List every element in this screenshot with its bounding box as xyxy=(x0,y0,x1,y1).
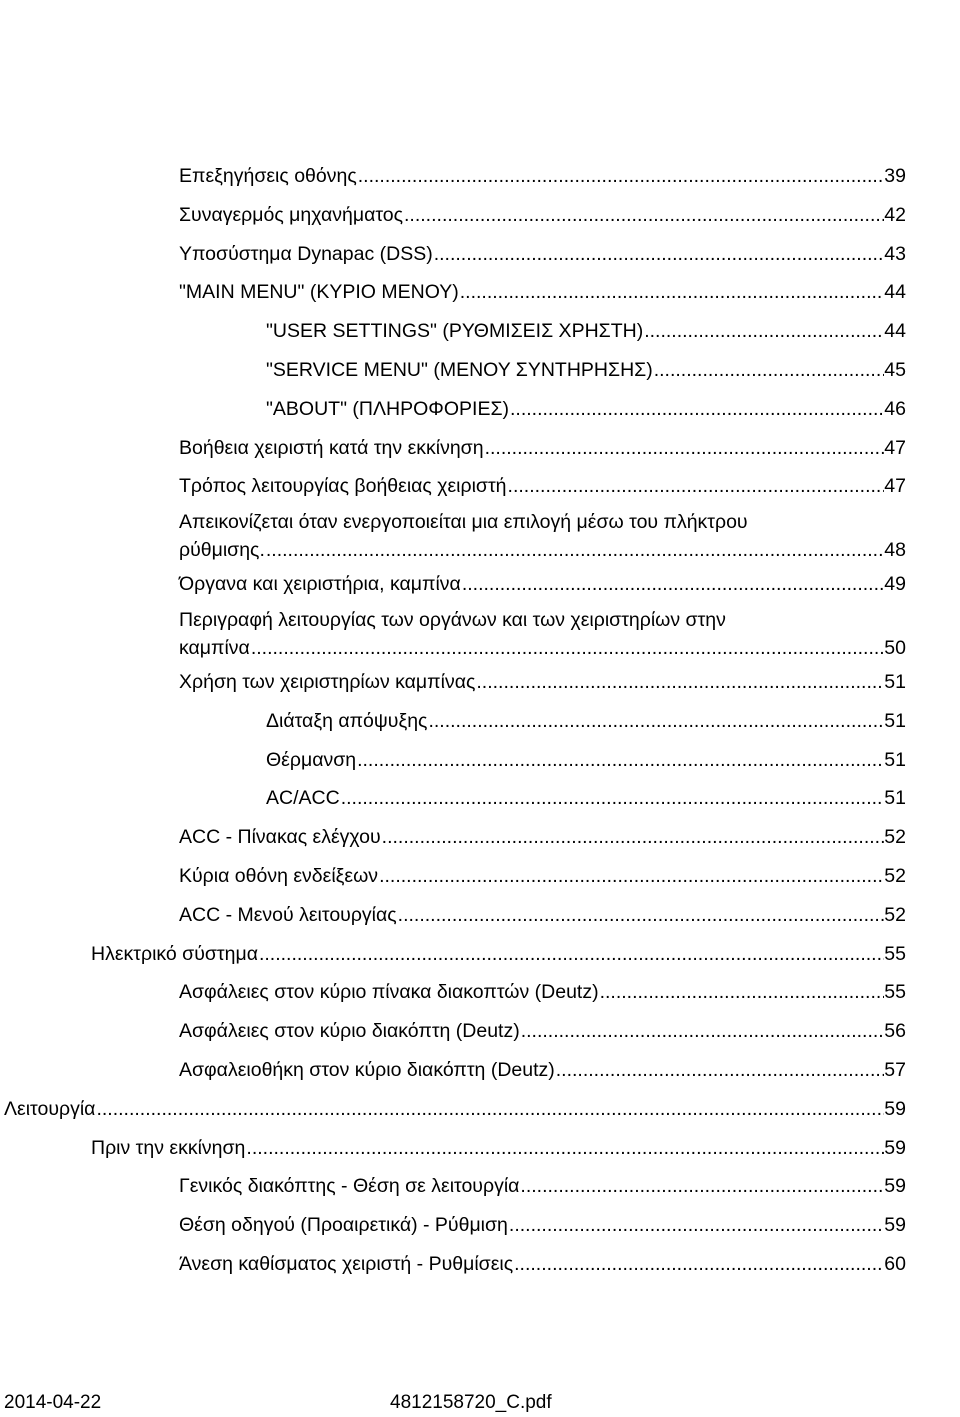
dot-leader xyxy=(461,565,884,604)
dot-leader xyxy=(381,818,885,857)
toc-entry[interactable] xyxy=(0,1090,906,1129)
toc-entry-title: Βοήθεια χειριστή κατά την εκκίνηση xyxy=(179,436,484,459)
toc-entry-line xyxy=(179,1051,906,1090)
toc-entry-page-number: 59 xyxy=(884,1175,906,1198)
toc-entry-title: Υποσύστημα Dynapac (DSS) xyxy=(179,242,433,265)
toc-entry-line xyxy=(179,273,906,312)
dot-leader xyxy=(643,312,884,351)
toc-entry[interactable] xyxy=(0,467,906,506)
toc-entry-title: Άνεση καθίσματος χειριστή - Ρυθμίσεις xyxy=(179,1252,514,1275)
dot-leader xyxy=(508,1206,884,1245)
toc-entry-page-number: 59 xyxy=(884,1097,906,1120)
dot-leader xyxy=(475,663,884,702)
toc-entry[interactable] xyxy=(0,235,906,274)
toc-entry-line xyxy=(179,857,906,896)
dot-leader xyxy=(397,896,885,935)
toc-entry[interactable] xyxy=(0,565,906,604)
toc-entry[interactable] xyxy=(0,741,906,780)
dot-leader xyxy=(653,351,885,390)
toc-entry-line xyxy=(179,896,906,935)
toc-entry-page-number: 59 xyxy=(884,1214,906,1237)
toc-entry-page-number: 51 xyxy=(884,670,906,693)
toc-entry-page-number: 52 xyxy=(884,826,906,849)
toc-entry-title: "SERVICE MENU" (ΜΕΝΟΥ ΣΥΝΤΗΡΗΣΗΣ) xyxy=(266,358,653,381)
toc-entry-page-number: 51 xyxy=(884,709,906,732)
toc-entry[interactable] xyxy=(0,1206,906,1245)
toc-entry[interactable] xyxy=(0,604,906,663)
dot-leader xyxy=(509,390,884,429)
toc-entry-page-number: 51 xyxy=(884,748,906,771)
toc-entry-line xyxy=(4,1090,906,1129)
dot-leader xyxy=(265,535,884,565)
toc-entry-page-number: 51 xyxy=(884,787,906,810)
toc-entry[interactable] xyxy=(0,663,906,702)
toc-entry[interactable] xyxy=(0,157,906,196)
dot-leader xyxy=(245,1129,884,1168)
toc-entry-page-number: 44 xyxy=(884,281,906,304)
dot-leader xyxy=(427,702,884,741)
toc-entry-title: ρύθμισης. xyxy=(179,539,265,562)
toc-entry-line xyxy=(179,663,906,702)
dot-leader xyxy=(599,973,885,1012)
dot-leader xyxy=(555,1051,885,1090)
toc-entry-line xyxy=(266,741,906,780)
toc-entry-line xyxy=(266,702,906,741)
toc-entry-page-number: 52 xyxy=(884,903,906,926)
toc-entry[interactable] xyxy=(0,702,906,741)
toc-entry[interactable] xyxy=(0,896,906,935)
dot-leader xyxy=(250,633,884,663)
toc-entry[interactable] xyxy=(0,1167,906,1206)
toc-entry-title: Κύρια οθόνη ενδείξεων xyxy=(179,864,379,887)
toc-entry-title: Ασφαλειοθήκη στον κύριο διακόπτη (Deutz) xyxy=(179,1058,555,1081)
toc-entry-title: Επεξηγήσεις οθόνης xyxy=(179,165,357,187)
toc-entry-page-number: 47 xyxy=(884,475,906,498)
toc-entry[interactable] xyxy=(0,312,906,351)
toc-entry[interactable] xyxy=(0,390,906,429)
toc-entry-page-number: 57 xyxy=(884,1058,906,1081)
toc-entry-page-number: 42 xyxy=(884,203,906,226)
toc-entry[interactable] xyxy=(0,973,906,1012)
dot-leader xyxy=(513,1245,884,1284)
dot-leader xyxy=(519,1167,884,1206)
toc-entry-line xyxy=(179,429,906,468)
toc-entry[interactable] xyxy=(0,429,906,468)
toc-entry-title: Θέρμανση xyxy=(266,748,357,771)
toc-entry-line xyxy=(179,818,906,857)
toc-entry-title: Όργανα και χειριστήρια, καμπίνα xyxy=(179,573,461,596)
footer-document-name: 4812158720_C.pdf xyxy=(390,1392,552,1413)
toc-entry-line xyxy=(91,935,906,974)
toc-entry-page-number: 56 xyxy=(884,1020,906,1043)
toc-entry[interactable] xyxy=(0,857,906,896)
toc-entry-title: ACC - Πίνακας ελέγχου xyxy=(179,826,381,849)
toc-entry-line xyxy=(179,1245,906,1284)
toc-entry-page-number: 59 xyxy=(884,1136,906,1159)
toc-entry-title: Λειτουργία xyxy=(4,1097,96,1120)
footer-date: 2014-04-22 xyxy=(4,1392,102,1413)
toc-entry-page-number: 39 xyxy=(884,165,906,187)
toc-entry-title: Ηλεκτρικό σύστημα xyxy=(91,942,258,965)
toc-entry[interactable] xyxy=(0,273,906,312)
toc-entry-line xyxy=(266,351,906,390)
toc-entry[interactable] xyxy=(0,935,906,974)
toc-entry[interactable] xyxy=(0,196,906,235)
toc-entry-page-number: 55 xyxy=(884,981,906,1004)
toc-entry-title: ACC - Μενού λειτουργίας xyxy=(179,903,397,926)
toc-entry-page-number: 49 xyxy=(884,573,906,596)
toc-entry[interactable] xyxy=(0,818,906,857)
toc-entry-line xyxy=(179,565,906,604)
toc-entry-line xyxy=(179,1206,906,1245)
toc-entry-line xyxy=(179,1167,906,1206)
toc-entry-title: "USER SETTINGS" (ΡΥΘΜΙΣΕΙΣ ΧΡΗΣΤΗ) xyxy=(266,320,644,343)
toc-entry-line xyxy=(179,973,906,1012)
toc-entry-page-number: 52 xyxy=(884,864,906,887)
toc-entry-title: "MAIN MENU" (ΚΥΡΙΟ ΜΕΝΟΥ) xyxy=(179,281,459,304)
dot-leader xyxy=(340,779,885,818)
toc-entry-line xyxy=(179,633,906,663)
toc-entry-page-number: 48 xyxy=(884,539,906,562)
toc-entry-page-number: 55 xyxy=(884,942,906,965)
toc-entry-line xyxy=(179,235,906,274)
toc-entry-page-number: 45 xyxy=(884,358,906,381)
toc-entry-line xyxy=(266,312,906,351)
dot-leader xyxy=(459,273,885,312)
dot-leader xyxy=(433,235,885,274)
toc-entry-page-number: 47 xyxy=(884,436,906,459)
dot-leader xyxy=(403,196,884,235)
toc-entry-line xyxy=(179,1012,906,1051)
toc-entry-title: "ABOUT" (ΠΛΗΡΟΦΟΡΙΕΣ) xyxy=(266,397,509,420)
dot-leader xyxy=(356,741,884,780)
toc-entry-page-number: 43 xyxy=(884,242,906,265)
toc-entry-page-number: 60 xyxy=(884,1252,906,1275)
toc-entry-title: AC/ACC xyxy=(266,787,340,810)
dot-leader xyxy=(507,467,885,506)
toc-entry-line xyxy=(91,1129,906,1168)
toc-entry-line xyxy=(266,779,906,818)
toc-entry-line xyxy=(179,157,906,196)
toc-entry[interactable] xyxy=(0,1129,906,1168)
toc-entry-title-first-line: Περιγραφή λειτουργίας των οργάνων και των χειριστηρίων στην xyxy=(179,608,726,631)
toc-entry-page-number: 46 xyxy=(884,397,906,420)
toc-entry-title: Γενικός διακόπτης - Θέση σε λειτουργία xyxy=(179,1175,520,1198)
toc-entry-title: Θέση οδηγού (Προαιρετικά) - Ρύθμιση xyxy=(179,1214,508,1237)
dot-leader xyxy=(484,429,885,468)
table-of-contents xyxy=(0,157,960,1284)
toc-entry-title: Τρόπος λειτουργίας βοήθειας χειριστή xyxy=(179,475,507,498)
toc-entry-title: Ασφάλειες στον κύριο πίνακα διακοπτών (Deutz) xyxy=(179,981,599,1004)
toc-entry[interactable] xyxy=(0,779,906,818)
page-footer xyxy=(0,1386,960,1417)
dot-leader xyxy=(95,1090,884,1129)
dot-leader xyxy=(378,857,884,896)
toc-entry-title: Πριν την εκκίνηση xyxy=(91,1136,246,1159)
toc-entry-line xyxy=(179,467,906,506)
dot-leader xyxy=(357,157,885,196)
toc-entry-line xyxy=(179,535,906,565)
toc-entry[interactable] xyxy=(0,1051,906,1090)
toc-entry[interactable] xyxy=(0,351,906,390)
toc-entry[interactable] xyxy=(0,506,906,565)
toc-entry-page-number: 44 xyxy=(884,320,906,343)
dot-leader xyxy=(258,935,884,974)
toc-entry-line xyxy=(266,390,906,429)
toc-entry-title: Ασφάλειες στον κύριο διακόπτη (Deutz) xyxy=(179,1020,520,1043)
toc-entry-title-first-line: Απεικονίζεται όταν ενεργοποιείται μια επιλογή μέσω του πλήκτρου xyxy=(179,511,748,534)
toc-entry-page-number: 50 xyxy=(884,636,906,659)
toc-entry[interactable] xyxy=(0,1245,906,1284)
toc-entry-title: Διάταξη απόψυξης xyxy=(266,709,428,732)
toc-entry[interactable] xyxy=(0,1012,906,1051)
toc-entry-title: Συναγερμός μηχανήματος xyxy=(179,203,404,226)
toc-entry-title: Χρήση των χειριστηρίων καμπίνας xyxy=(179,670,476,693)
dot-leader xyxy=(520,1012,885,1051)
toc-entry-title: καμπίνα xyxy=(179,636,250,659)
toc-entry-line xyxy=(179,196,906,235)
